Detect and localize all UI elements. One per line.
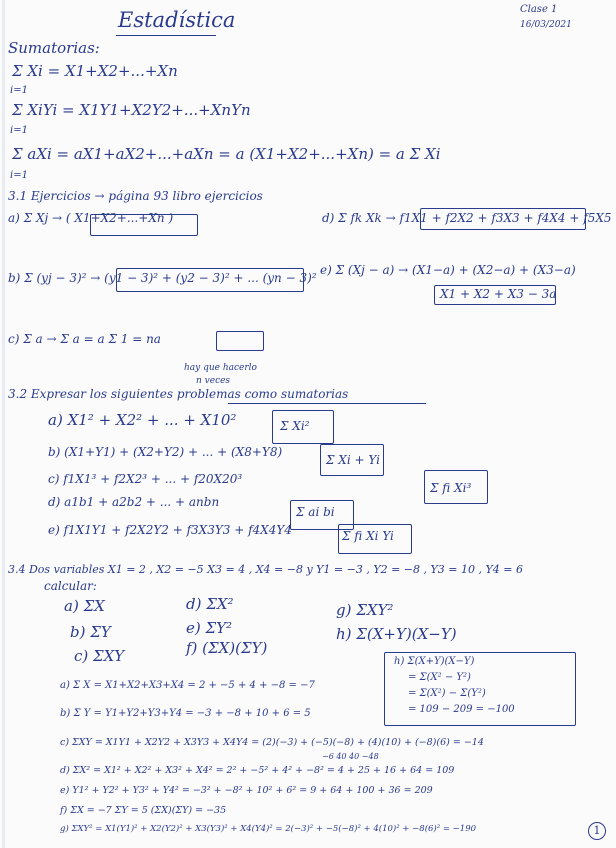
exercise-32-heading: 3.2 Expresar los siguientes problemas como sumatorias bbox=[8, 387, 349, 401]
item-g: g) ΣXY² bbox=[336, 601, 394, 619]
page-edge bbox=[2, 0, 5, 848]
item-f: f) (ΣX)(ΣY) bbox=[186, 639, 268, 657]
exercise-31-e-result: X1 + X2 + X3 − 3a bbox=[440, 287, 557, 301]
exercise-31-a: a) Σ Xj → ( X1+X2+...+Xn ) bbox=[8, 211, 174, 225]
solution-a: a) Σ X = X1+X2+X3+X4 = 2 + −5 + 4 + −8 = −7 bbox=[60, 680, 315, 691]
solution-c: c) ΣXY = X1Y1 + X2Y2 + X3Y3 + X4Y4 = (2)(−3) + (−5)(−8) + (4)(10) + (−8)(6) = −14 bbox=[60, 737, 484, 748]
answer-box bbox=[424, 470, 488, 504]
item-h: h) Σ(X+Y)(X−Y) bbox=[336, 625, 457, 643]
item-b: b) ΣY bbox=[70, 623, 111, 641]
definition-sum-xy: Σ XiYi = X1Y1+X2Y2+...+XnYn bbox=[12, 101, 251, 119]
item-e: e) ΣY² bbox=[186, 619, 233, 637]
class-label: Clase 1 bbox=[520, 4, 558, 15]
annotation: hay que hacerlo bbox=[184, 363, 257, 373]
exercise-32-a: a) X1² + X2² + ... + X10² bbox=[48, 411, 237, 429]
date-label: 16/03/2021 bbox=[520, 20, 572, 30]
answer-box bbox=[116, 268, 304, 292]
title-underline bbox=[116, 35, 216, 36]
summations-heading: Sumatorias: bbox=[8, 39, 100, 57]
exercise-32-b-answer: Σ Xi + Yi bbox=[326, 453, 380, 467]
heading-underline bbox=[228, 403, 426, 404]
answer-box bbox=[320, 444, 384, 476]
exercise-31-c: c) Σ a → Σ a = a Σ 1 = na bbox=[8, 332, 161, 346]
h-work-line: = 109 − 209 = −100 bbox=[408, 704, 515, 715]
sum-lower-limit: i=1 bbox=[10, 85, 28, 96]
exercise-32-c-answer: Σ fi Xi³ bbox=[430, 481, 472, 495]
answer-box bbox=[272, 410, 334, 444]
definition-sum-constant: Σ aXi = aX1+aX2+...+aXn = a (X1+X2+...+Xn) = a Σ Xi bbox=[12, 145, 441, 163]
exercise-32-d: d) a1b1 + a2b2 + ... + anbn bbox=[48, 495, 220, 509]
answer-box bbox=[420, 208, 586, 230]
page-title: Estadística bbox=[118, 8, 236, 32]
page-number: 1 bbox=[588, 822, 606, 840]
exercise-31-d: d) Σ fk Xk → f1X1 + f2X2 + f3X3 + f4X4 + f5X5 bbox=[322, 211, 612, 225]
solution-e: e) Y1² + Y2² + Y3² + Y4² = −3² + −8² + 10² + 6² = 9 + 64 + 100 + 36 = 209 bbox=[60, 785, 433, 796]
definition-sum-x: Σ Xi = X1+X2+...+Xn bbox=[12, 62, 178, 80]
h-work-line: h) Σ(X+Y)(X−Y) bbox=[394, 656, 475, 667]
solution-g: g) ΣXY² = X1(Y1)² + X2(Y2)² + X3(Y3)² + X4(Y4)² = 2(−3)² + −5(−8)² + 4(10)² + −8(6)² = −190 bbox=[60, 824, 477, 834]
annotation: n veces bbox=[196, 376, 231, 386]
exercise-34-statement: 3.4 Dos variables X1 = 2 , X2 = −5 X3 = 4 , X4 = −8 y Y1 = −3 , Y2 = −8 , Y3 = 10 , Y4 = 6 bbox=[8, 563, 523, 576]
exercise-32-a-answer: Σ Xi² bbox=[280, 419, 310, 433]
exercise-32-d-answer: Σ ai bi bbox=[296, 505, 335, 519]
h-work-line: = Σ(X²) − Σ(Y²) bbox=[408, 688, 486, 699]
item-a: a) ΣX bbox=[64, 597, 105, 615]
solution-f: f) ΣX = −7 ΣY = 5 (ΣX)(ΣY) = −35 bbox=[60, 805, 227, 816]
item-c: c) ΣXY bbox=[74, 647, 125, 665]
answer-box bbox=[216, 331, 264, 351]
exercise-34-calc: calcular: bbox=[44, 579, 97, 593]
exercise-31-b: b) Σ (yj − 3)² → (y1 − 3)² + (y2 − 3)² + ... (yn − 3)² bbox=[8, 271, 317, 285]
sum-lower-limit: i=1 bbox=[10, 125, 28, 136]
exercise-32-e-answer: Σ fi Xi Yi bbox=[342, 529, 394, 543]
exercise-32-e: e) f1X1Y1 + f2X2Y2 + f3X3Y3 + f4X4Y4 bbox=[48, 523, 292, 537]
exercise-32-c: c) f1X1³ + f2X2³ + ... + f20X20³ bbox=[48, 472, 243, 486]
answer-box bbox=[434, 285, 556, 305]
exercise-32-b: b) (X1+Y1) + (X2+Y2) + ... + (X8+Y8) bbox=[48, 445, 283, 459]
answer-box bbox=[90, 214, 198, 236]
answer-box bbox=[338, 524, 412, 554]
exercise-31-heading: 3.1 Ejercicios → página 93 libro ejercicios bbox=[8, 189, 263, 203]
item-d: d) ΣX² bbox=[186, 595, 234, 613]
h-work-line: = Σ(X² − Y²) bbox=[408, 672, 471, 683]
solution-b: b) Σ Y = Y1+Y2+Y3+Y4 = −3 + −8 + 10 + 6 = 5 bbox=[60, 708, 311, 719]
solution-c-partials: −6 40 40 −48 bbox=[322, 752, 379, 761]
exercise-31-e: e) Σ (Xj − a) → (X1−a) + (X2−a) + (X3−a) bbox=[320, 263, 576, 277]
sum-lower-limit: i=1 bbox=[10, 170, 28, 181]
solution-d: d) ΣX² = X1² + X2² + X3² + X4² = 2² + −5² + 4² + −8² = 4 + 25 + 16 + 64 = 109 bbox=[60, 765, 455, 776]
